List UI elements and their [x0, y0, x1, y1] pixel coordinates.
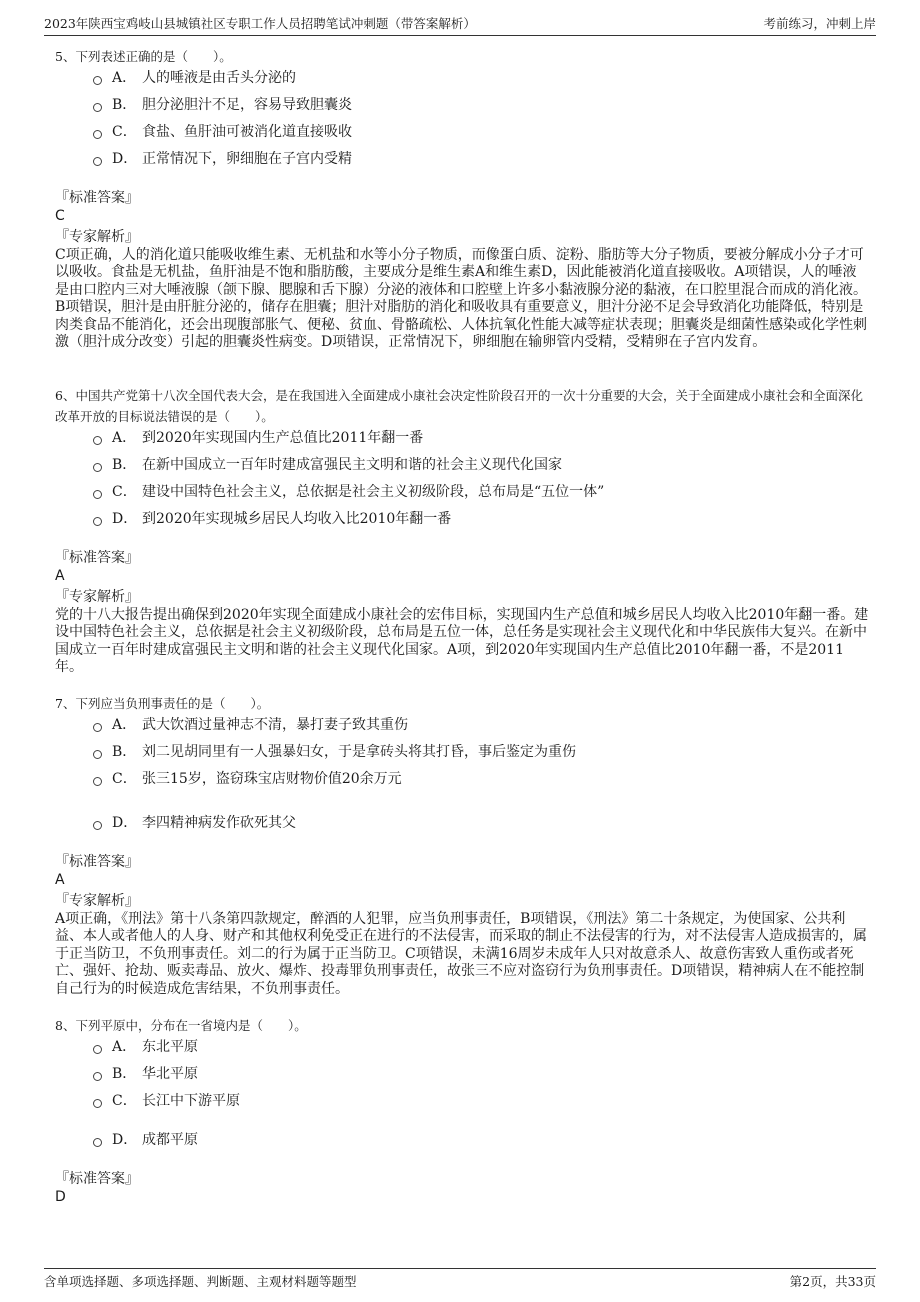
option-text: 建设中国特色社会主义，总依据是社会主义初级阶段，总布局是“五位一体”: [142, 484, 605, 500]
option-letter: D．: [112, 815, 138, 831]
analysis-block: [55, 229, 870, 352]
option-d[interactable]: [93, 811, 296, 833]
option-letter: C．: [112, 484, 137, 500]
option-text: 长江中下游平原: [142, 1093, 240, 1109]
option-text: 武大饮酒过量神志不清，暴打妻子致其重伤: [142, 717, 408, 733]
radio-icon[interactable]: [93, 1099, 102, 1108]
question-6: [55, 385, 871, 427]
option-c[interactable]: [93, 1089, 240, 1111]
option-letter: C．: [112, 771, 137, 787]
radio-icon[interactable]: [93, 723, 102, 732]
question-stem: 5、下列表述正确的是（ ）。: [55, 49, 232, 64]
option-letter: A．: [112, 717, 137, 733]
radio-icon[interactable]: [93, 777, 102, 786]
option-text: 华北平原: [142, 1066, 198, 1082]
option-text: 到2020年实现国内生产总值比2011年翻一番: [142, 430, 424, 446]
answer-label: 『标准答案』: [55, 190, 139, 206]
radio-icon[interactable]: [93, 490, 102, 499]
option-text: 人的唾液是由舌头分泌的: [142, 70, 296, 86]
option-b[interactable]: [93, 740, 576, 762]
analysis-block: [55, 893, 870, 998]
radio-icon[interactable]: [93, 1138, 102, 1147]
option-text: 东北平原: [142, 1039, 198, 1055]
option-letter: C．: [112, 124, 137, 140]
question-stem: 6、中国共产党第十八次全国代表大会，是在我国进入全面建成小康社会决定性阶段召开的一次十分重要的大会，关于全面建成小康社会和全面深化改革开放的目标说法错误的是（ ）。: [55, 388, 863, 424]
radio-icon[interactable]: [93, 1045, 102, 1054]
option-text: 到2020年实现城乡居民人均收入比2010年翻一番: [142, 511, 452, 527]
answer-label: 『标准答案』: [55, 550, 139, 566]
radio-icon[interactable]: [93, 463, 102, 472]
option-letter: D．: [112, 151, 138, 167]
option-letter: D．: [112, 1132, 138, 1148]
option-d[interactable]: [93, 507, 451, 529]
radio-icon[interactable]: [93, 103, 102, 112]
option-letter: D．: [112, 511, 138, 527]
option-text: 在新中国成立一百年时建成富强民主文明和谐的社会主义现代化国家: [142, 457, 562, 473]
answer-block: [55, 854, 870, 889]
option-letter: B．: [112, 97, 137, 113]
radio-icon[interactable]: [93, 821, 102, 830]
option-b[interactable]: [93, 93, 352, 115]
answer-value: D: [55, 1188, 66, 1205]
option-text: 成都平原: [142, 1132, 198, 1148]
option-letter: B．: [112, 1066, 137, 1082]
option-text: 食盐、鱼肝油可被消化道直接吸收: [142, 124, 352, 140]
question-stem: 8、下列平原中，分布在一省境内是（ ）。: [55, 1018, 307, 1033]
document-title: 2023年陕西宝鸡岐山县城镇社区专职工作人员招聘笔试冲刺题（带答案解析）: [44, 16, 476, 31]
analysis-block: [55, 589, 870, 677]
option-a[interactable]: [93, 713, 408, 735]
analysis-text: A项正确，《刑法》第十八条第四款规定，醉酒的人犯罪，应当负刑事责任，B项错误，《刑法》第二十条规定，为使国家、公共利益、本人或者他人的人身、财产和其他权利免受正在进行的不法侵害，而采取的制止不法侵害的行为，对不法侵害人造成损害的，属于正当防卫，不负刑事责任。刘二的行为属于正当防卫。C项错误，未满16周岁未成年人只对故意杀人、故意伤害致人重伤或者死亡、强奸、抢劫、贩卖毒品、放火、爆炸、投毒罪负刑事责任，故张三不应对盗窃行为负刑事责任。D项错误，精神病人在不能控制自己行为的时候造成危害结果，不负刑事责任。: [55, 910, 867, 997]
answer-value: C: [55, 207, 65, 224]
header-slogan: 考前练习，冲刺上岸: [763, 16, 876, 31]
option-letter: A．: [112, 70, 137, 86]
answer-value: A: [55, 567, 65, 584]
option-a[interactable]: [93, 66, 296, 88]
page-footer: [44, 1268, 876, 1294]
analysis-label: 『专家解析』: [55, 893, 139, 909]
option-c[interactable]: [93, 480, 604, 502]
option-letter: C．: [112, 1093, 137, 1109]
page-number: 第2页，共33页: [789, 1274, 876, 1289]
analysis-label: 『专家解析』: [55, 589, 139, 605]
radio-icon[interactable]: [93, 750, 102, 759]
radio-icon[interactable]: [93, 436, 102, 445]
option-letter: A．: [112, 1039, 137, 1055]
option-b[interactable]: [93, 1062, 198, 1084]
option-letter: A．: [112, 430, 137, 446]
option-letter: B．: [112, 744, 137, 760]
question-5: [55, 46, 871, 67]
question-stem: 7、下列应当负刑事责任的是（ ）。: [55, 696, 270, 711]
answer-label: 『标准答案』: [55, 854, 139, 870]
option-text: 张三15岁，盗窃珠宝店财物价值20余万元: [142, 771, 402, 787]
radio-icon[interactable]: [93, 157, 102, 166]
option-text: 正常情况下，卵细胞在子宫内受精: [142, 151, 352, 167]
question-8: [55, 1015, 871, 1036]
option-text: 胆分泌胆汁不足，容易导致胆囊炎: [142, 97, 352, 113]
analysis-text: 党的十八大报告提出确保到2020年实现全面建成小康社会的宏伟目标，实现国内生产总值和城乡居民人均收入比2010年翻一番。建设中国特色社会主义，总依据是社会主义初级阶段，总布局是五位一体，总任务是实现社会主义现代化和中华民族伟大复兴。在新中国成立一百年时建成富强民主文明和谐的社会主义现代化国家。A项，到2020年实现国内生产总值比2010年翻一番，不是2011年。: [55, 606, 869, 675]
option-a[interactable]: [93, 426, 423, 448]
answer-block: [55, 550, 870, 585]
footer-question-types: 含单项选择题、多项选择题、判断题、主观材料题等题型: [44, 1274, 357, 1289]
answer-block: [55, 190, 870, 225]
answer-block: [55, 1171, 870, 1206]
analysis-text: C项正确，人的消化道只能吸收维生素、无机盐和水等小分子物质，而像蛋白质、淀粉、脂肪等大分子物质，要被分解成小分子才可以吸收。食盐是无机盐，鱼肝油是不饱和脂肪酸，主要成分是维生素A和维生素D，因此能被消化道直接吸收。A项错误，人的唾液是由口腔内三对大唾液腺（颌下腺、腮腺和舌下腺）分泌的液体和口腔壁上许多小黏液腺分泌的黏液，在口腔里混合而成的消化液。B项错误，胆汁是由肝脏分泌的，储存在胆囊；胆汁对脂肪的消化和吸收具有重要意义，胆汁分泌不足会导致消化功能降低，特别是肉类食品不能消化，还会出现腹部胀气、便秘、贫血、骨骼疏松、人体抗氧化性能大减等症状表现；胆囊炎是细菌性感染或化学性刺激（胆汁成分改变）引起的胆囊炎性病变。D项错误，正常情况下，卵细胞在输卵管内受精，受精卵在子宫内发育。: [55, 246, 867, 350]
option-c[interactable]: [93, 120, 352, 142]
option-letter: B．: [112, 457, 137, 473]
option-d[interactable]: [93, 147, 352, 169]
option-d[interactable]: [93, 1128, 198, 1150]
option-text: 李四精神病发作砍死其父: [142, 815, 296, 831]
question-7: [55, 693, 871, 714]
option-c[interactable]: [93, 767, 402, 789]
option-text: 刘二见胡同里有一人强暴妇女，于是拿砖头将其打昏，事后鉴定为重伤: [142, 744, 576, 760]
radio-icon[interactable]: [93, 130, 102, 139]
radio-icon[interactable]: [93, 76, 102, 85]
option-b[interactable]: [93, 453, 562, 475]
analysis-label: 『专家解析』: [55, 229, 139, 245]
radio-icon[interactable]: [93, 517, 102, 526]
radio-icon[interactable]: [93, 1072, 102, 1081]
option-a[interactable]: [93, 1035, 198, 1057]
page-header: [44, 10, 876, 36]
answer-label: 『标准答案』: [55, 1171, 139, 1187]
answer-value: A: [55, 871, 65, 888]
